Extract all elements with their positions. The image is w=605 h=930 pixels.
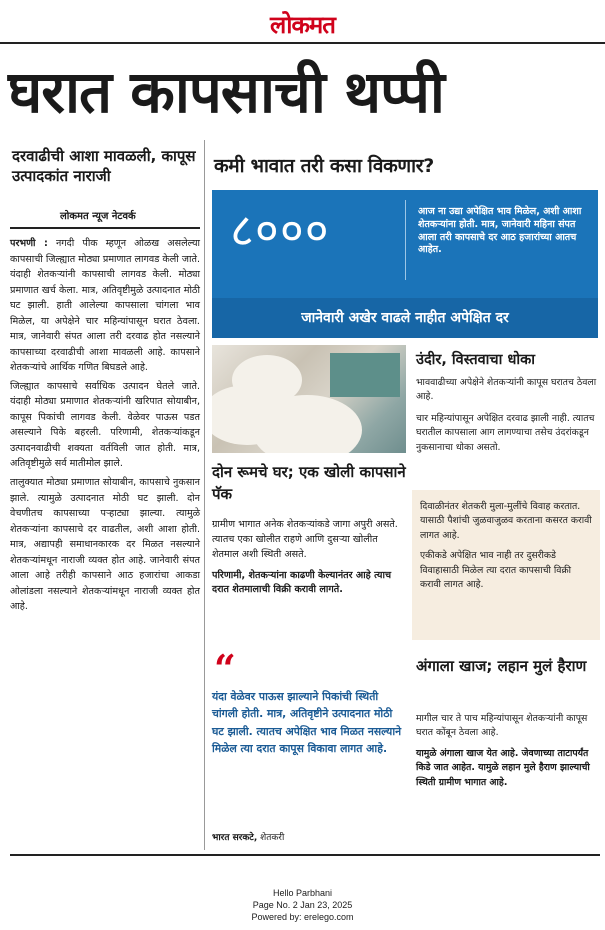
right-heading-itching: अंगाला खाज; लहान मुलं हैराण	[416, 657, 587, 675]
column-divider	[204, 140, 205, 850]
right-paragraph-2: चार महिन्यांपासून अपेक्षित दरवाढ झाली नाही. त्यातच घरातील कापसाला आग लागण्याचा तसेच उंदरांकडून नुकसानाचा धोका असतो.	[416, 412, 595, 453]
right-heading-rodents: उंदीर, विस्तवाचा धोका	[416, 352, 536, 368]
bottom-rule	[10, 854, 600, 856]
quote-icon: “	[214, 646, 236, 691]
price-figure: ८०००	[230, 203, 330, 257]
photo-caption-heading: दोन रूमचे घर; एक खोली कापसाने पॅक	[212, 463, 406, 503]
right-article-body-1	[416, 376, 598, 462]
footer-powered-by[interactable]: Powered by: erelego.com	[251, 912, 354, 923]
left-paragraph-2: जिल्ह्यात कापसाचे सर्वाधिक उत्पादन घेतले जाते. यंदाही मोठ्या प्रमाणात शेतकऱ्यांनी खरिपात सोयाबीन, कापूस पिकांची लागवड केली. वेळेवर पाऊस पडत असल्याने पिके बहरली. परिणामी, शेतकऱ्यांकडून उत्पादनवाढीची शक्यता वर्तविली जात होती. मात्र, अतिवृष्टीमुळे सर्व मातीमोल झाले.	[10, 380, 200, 470]
center-paragraph-2: परिणामी, शेतकऱ्यांना काढणी केल्यानंतर आहे त्याच दरात शेतमालाची विक्री करावी लागते.	[212, 569, 392, 596]
top-rule	[0, 42, 605, 44]
right-paragraph-3: मागील चार ते पाच महिन्यांपासून शेतकऱ्यांनी कापूस घरात कोंबून ठेवला आहे.	[416, 713, 588, 739]
beige-paragraph-1: दिवाळीनंतर शेतकरी मुला-मुलींचे विवाह करतात. यासाठी पैशांची जुळवाजुळव करताना कसरत करावी लागत आहे.	[420, 501, 592, 541]
cotton-storage-photo	[212, 345, 406, 453]
attribution-role: शेतकरी	[260, 833, 285, 843]
page-headline: घरात कापसाची थप्पी	[8, 58, 444, 126]
left-article-body	[10, 236, 200, 618]
farmer-quote: यंदा वेळेवर पाऊस झाल्याने पिकांची स्थिती चांगली होती. मात्र, अतिवृष्टीने उत्पादनात मोठी घट झाली. त्यातच अपेक्षित भाव मिळत नसल्याने मिळेल त्या दरात कापूस विकावा लागत आहे.	[212, 690, 402, 755]
infobox-divider	[405, 200, 406, 280]
quote-attribution	[212, 830, 406, 843]
right-paragraph-4: यामुळे अंगाला खाज येत आहे. जेवणाच्या ताटापर्यंत किडे जात आहेत. यामुळे लहान मुले हैराण झाल्याची स्थिती ग्रामीण भागात आहे.	[416, 747, 590, 788]
beige-paragraph-2: एकीकडे अपेक्षित भाव नाही तर दुसरीकडे विवाहासाठी मिळेल त्या दरात कापसाची विक्री करावी लागत आहे.	[420, 550, 572, 591]
price-banner: जानेवारी अखेर वाढले नाहीत अपेक्षित दर	[212, 298, 598, 338]
dateline: परभणी :	[10, 238, 48, 249]
right-paragraph-1: भाववाढीच्या अपेक्षेने शेतकऱ्यांनी कापूस घरातच ठेवला आहे.	[416, 377, 597, 403]
left-paragraph-1	[10, 236, 200, 376]
left-subheadline: दरवाढीची आशा मावळली, कापूस उत्पादकांत नाराजी	[12, 147, 196, 186]
byline: लोकमत न्यूज नेटवर्क	[60, 211, 136, 222]
wedding-sidebar-text	[420, 500, 592, 598]
left-paragraph-1-text: नगदी पीक म्हणून ओळख असलेल्या कापसाची जिल्ह्यात मोठ्या प्रमाणात लागवड केली जाते. यंदाही शेतकऱ्यांनी कापसाची लागवड केली. मोठ्या प्रमाणात खर्च केला. मात्र, अतिवृष्टीमुळे उत्पादनात मोठी घट झाली. हाती आलेल्या कापसाला चांगला भाव मिळेल, या अपेक्षेने चार महिन्यांपासून घरात ठेवला. मात्र, जानेवारी संपत आला तरी दरवाढ होत नसल्याने कापसाच्या दरवाढीची आशा मावळली आहे. कापसाने शेतकऱ्यांचे आर्थिक गणित बिघडले आहे.	[10, 238, 201, 374]
center-paragraph-1: ग्रामीण भागात अनेक शेतकऱ्यांकडे जागा अपुरी असते. त्यातच एका खोलीत राहणे आणि दुसऱ्या खोलीत शेतमाल अशी स्थिती असते.	[212, 519, 398, 560]
right-article-body-2	[416, 712, 598, 796]
left-paragraph-3: तालुक्यात मोठ्या प्रमाणात सोयाबीन, कापसाचे नुकसान झाले. त्यामुळे उत्पादनात मोठी घट झाली. दोन वेचणीतच कापसाच्या पऱ्हाट्या झाल्या. त्यामुळे शेतकऱ्यांना कापसाचे दर वाढतील, अशी आशा होती. मात्र, अद्यापही समाधानकारक दर मिळत नसल्याने शेतकऱ्यांमधून नाराजी व्यक्त होत आहे. जानेवारी संपत आला आहे तरीही कापसाने आठ हजारांचा आकडा ओलांडला नसल्याने शेतकऱ्यांमधून नाराजी व्यक्त होत आहे.	[10, 476, 200, 613]
footer-page-date: Page No. 2 Jan 23, 2025	[252, 900, 353, 911]
page-footer	[0, 887, 605, 923]
center-article-body	[212, 518, 406, 604]
left-rule	[10, 227, 200, 229]
price-note: आज ना उद्या अपेक्षित भाव मिळेल, अशी आशा शेतकऱ्यांना होती. मात्र, जानेवारी महिना संपत आला तरी कापसाचे दर आठ हजारांच्या आतच आहेत.	[418, 206, 582, 256]
footer-edition: Hello Parbhani	[272, 888, 333, 898]
attribution-name: भारत सरकटे,	[212, 833, 258, 843]
masthead-logo: लोकमत	[270, 11, 335, 39]
center-subheadline: कमी भावात तरी कसा विकणार?	[214, 155, 434, 177]
